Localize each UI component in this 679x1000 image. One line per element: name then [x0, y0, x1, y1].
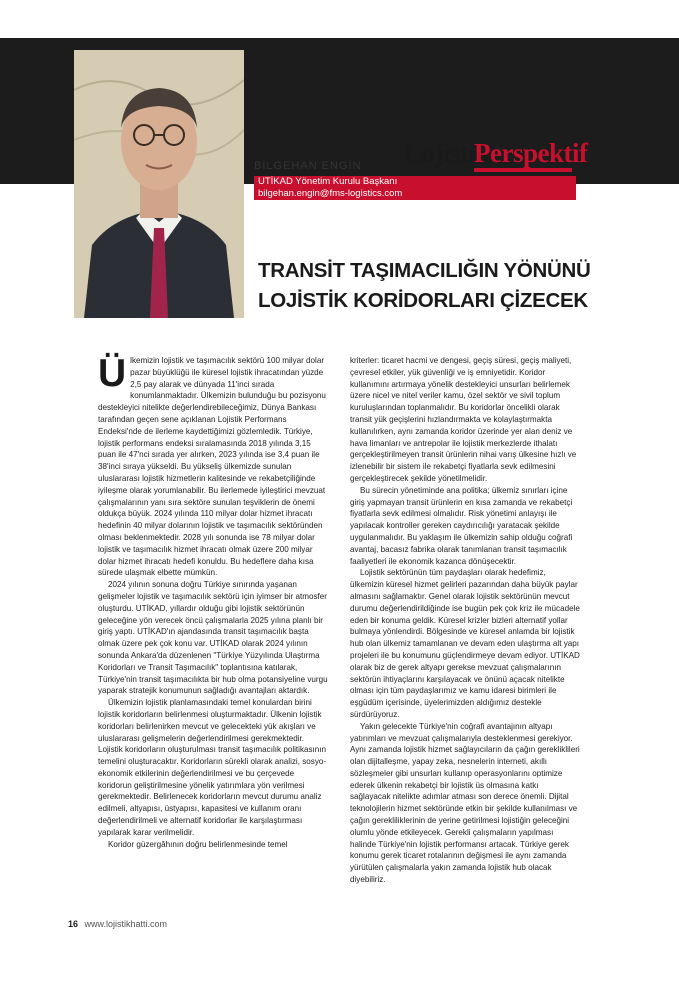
body-column-1 [98, 352, 328, 850]
paragraph: Lojistik sektörünün tüm paydaşları olarak hedefimiz, ülkemizin küresel hizmet gelirleri pazarından daha büyük paylar almasını sağlamaktır. Genel olarak lojistik sektörünün mevcut durumu değerlendirildiğinde ise bugün pek çok kriz ile mücadele eden bir konuma geldik. Küresel krizler bizleri alternatif yollar bulmaya yönlendirdi. Bölgesinde ve küresel anlamda bir lojistik hub olan ülkemiz tamamlanan ve devam eden ulaştırma alt yapı projeleri ile bu konumunu güçlendirmeye devam ediyor. UTİKAD olarak biz de gerek altyapı gerekse mevzuat çalışmalarının sektörün ihtiyaçlarını karşılayacak ve önünü açacak nitelikte olması için tüm paydaşlarımız ve kamu idaresi birimleri ile eşgüdüm içerisinde, üyelerimizden aldığımız destekle sürdürüyoruz. [350, 568, 580, 719]
author-name: BİLGEHAN ENGİN [254, 160, 362, 172]
author-email[interactable]: bilgehan.engin@fms-logistics.com [258, 188, 403, 199]
author-photo [74, 50, 244, 318]
paragraph: kriterler: ticaret hacmi ve dengesi, geçiş süresi, geçiş maliyeti, çevresel etkiler, yük güvenliği ve iş emniyetidir. Koridor kullanımını artırmaya yönelik destekleyici unsurları belirlemek üzere nicel ve nitel veriler kamu, özel sektör ve sivil toplum kuruluşlarından toplanmalıdır. Bu koridorlar öncelikli olarak transit yük geçişlerini hızlandırmakta ve kolaylaştırmakta kullanılırken, aynı zamanda koridor üzerinde yer alan deniz ve hava limanları ve antrepolar ile lojistik merkezlerde ithalatı gerçekleştirilmeyen transit ürünlerin nihai varış ülkesine hızlı ve izlenebilir bir sistem ile rekabetçi fiyatlarla sevk edilmesini gerçekleştirecek şekilde yönetilmelidir. [350, 356, 577, 483]
logo-word-perspektif: Perspektif [474, 138, 588, 168]
body-column-2 [350, 355, 580, 886]
paragraph: Yakın gelecekte Türkiye'nin coğrafi avantajının altyapı yatırımları ve mevzuat çalışmalarıyla desteklenmesi gerekiyor. Aynı zamanda lojistik hizmet sağlayıcıların da çağın gerekliklileri olan dijitalleşme, yapay zeka, nesnelerin interneti, akıllı sözleşmeler gibi unsurları kullanıp operasyonlarını optimize ederek ülkenin rekabetçi bir lojistik üs olmasına katkı sağlayacak nitelikte adımlar atması son derece önemli. Dijital teknolojilerin hizmet sektöründe etkin bir şekilde kullanılması ve çağın gerekliliklerinin de yerine getirilmesi lojistiğin geleceğini olumlu yönde etkileyecek. Gerekli çalışmaların yapılması halinde Türkiye'nin lojistik performansı artacak. Türkiye gerek konumu gerek ticaret rotalarının değişmesi ile aynı zamanda yürütülen çalışmalarla yakın zamanda lojistik hub olacak diyebiliriz. [350, 721, 580, 885]
author-role: UTİKAD Yönetim Kurulu Başkanı [258, 176, 398, 187]
page-number: 16 [68, 919, 79, 929]
drop-cap: Ü [98, 352, 127, 395]
paragraph: Koridor güzergâhının doğru belirlenmesinde temel [108, 839, 288, 849]
paragraph: 2024 yılının sonuna doğru Türkiye sınırında yaşanan gelişmeler lojistik ve taşımacılık sektörü için iyimser bir atmosfer oluşturdu. UTİKAD, yıllardır olduğu gibi lojistik sektörünün geleceğine yön verecek öncü çalışmalarla 2025 yılına planlı bir giriş yaptı. UTİKAD'ın ajandasında transit taşımacılık başta olmak üzere pek çok konu var. UTİKAD olarak 2024 yılının sonunda Ankara'da düzenlenen "Türkiye Yüzyılında Ulaştırma Koridorları ve Transit Taşımacılık" toplantısına katılarak, Türkiye'nin transit taşımacılıkta bir hub olma potansiyeline vurgu yaparak stratejik konumunun sağladığı avantajları aktardık. [98, 580, 328, 696]
headline-line-2: LOJİSTİK KORİDORLARI ÇİZECEK [258, 289, 588, 312]
page-footer [68, 919, 167, 929]
paragraph: lkemizin lojistik ve taşımacılık sektörü 100 milyar dolar pazar büyüklüğü ile küresel lojistik ihracatından yüzde 2,5 pay alarak ve dünyada 11'inci sırada konumlanmaktadır. Ülkemizin bulunduğu bu pozisyonu destekleyici nitelikte değerlendirebileceğimiz, Dünya Bankası tarafından geçen sene açıklanan Lojistik Performans Endeksi'nde de ilerleme kaydettiğimizi gözlemledik. Türkiye, lojistik performans endeksi sıralamasında 2018 yılında 3,15 puan ile 47'nci sırada yer alırken, 2023 yılında ise 3,4 puan ile 38'inci sıraya yükseldi. Bu yükseliş ülkemizde sunulan uluslararası lojistik hizmetlerin kalitesinde ve rekabetçiliğinde iyileşme olarak yorumlanabilir. Bu ilerlemede iyileştirici mevzuat çalışmalarının yanı sıra sektöre sunulan teşviklerin de önemi oldukça büyük. 2024 yılında 110 milyar dolar hizmet ihracatı hedefinin 40 milyar dolarının lojistik ve taşımacılık sektöründen olması beklenmektedir. 2028 yılı sonunda ise 78 milyar dolar lojistik ve taşımacılık hizmet ihracatı olmak üzere 200 milyar dolar hizmet ihracatı hedefi konuldu. Bu hedeflere daha kısa sürede ulaşmak elbette mümkün. [98, 356, 326, 578]
portrait-illustration [74, 50, 244, 318]
paragraph: Ülkemizin lojistik planlamasındaki temel konulardan birini lojistik koridorların belirlenmesi oluşturmaktadır. Ülkenin lojistik koridorları belirlenirken mevcut ve gelecekteki yük akışları ve uluslararası gelişmelerin değerlendirilmesi gerekmektedir. Lojistik koridorların oluşturulması transit taşımacılık politikasının temelini oluşturacaktır. Koridorların sürekli olarak analizi, sosyo-ekonomik etkilerinin değerlendirilmesi ve bu çerçevede koridorun geliştirilmesine yönelik yatırımlara yön verilmesi gerekmektedir. Belirlenecek koridorların mevcut durumu analiz edilmeli, altyapısı, üstyapısı, kapasitesi ve kullanım oranı değerlendirilmeli ve alternatif koridorlar ile karşılaştırması yapılarak karar verilmelidir. [98, 698, 327, 837]
article-headline [258, 256, 638, 316]
logo-word-lojistik: Lojistik [404, 138, 491, 168]
headline-line-1: TRANSİT TAŞIMACILIĞIN YÖNÜNÜ [258, 259, 591, 282]
paragraph: Bu sürecin yönetiminde ana politika; ülkemiz sınırları içine giriş yapmayan transit ürünlerin en kısa zamanda ve rekabetçi fiyatlarla sevk edilmesi olmalıdır. Risk yönetimi anlayışı ile yapılacak kontroller gereken caydırıcılığı yaratacak şekilde uygulanmalıdır. Bu yaklaşım ile ülkemizin sahip olduğu coğrafi avantaj, bacasız fabrika olarak tanımlanan transit taşımacılık faaliyetleri ile ekonomik kazanca dönüşecektir. [350, 485, 573, 566]
footer-url[interactable]: www.lojistikhatti.com [84, 919, 168, 929]
logo-underline [474, 168, 572, 172]
